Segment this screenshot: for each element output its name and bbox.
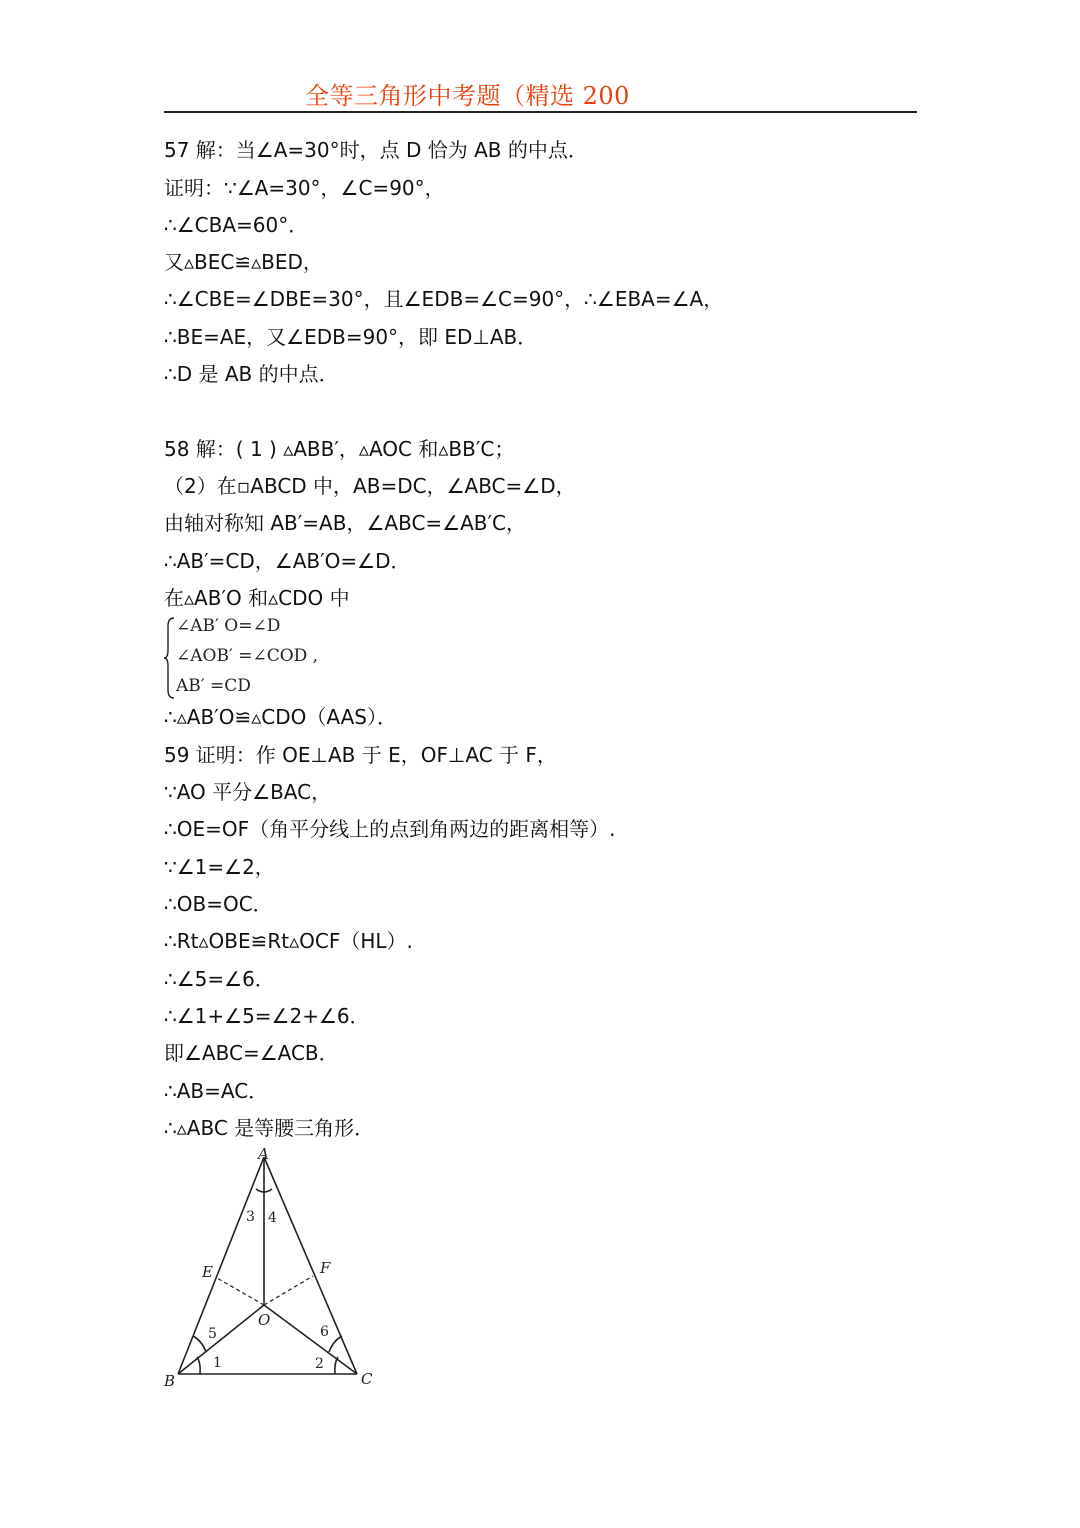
- angle-label-4: 4: [268, 1210, 277, 1226]
- text-line: ∴∠CBA=60°．: [164, 213, 309, 237]
- perpendicular-oe: [217, 1278, 264, 1305]
- angle-arc-6: [329, 1336, 342, 1352]
- text-line: ∴∠CBE=∠DBE=30°，且∠EDB=∠C=90°，∴∠EBA=∠A，: [164, 287, 724, 311]
- text-line: ∴BE=AE，又∠EDB=90°，即 ED⊥AB．: [164, 325, 538, 349]
- text-line: ∴∠1+∠5=∠2+∠6．: [164, 1004, 370, 1028]
- equation-line: ∠AB′ O=∠D: [176, 616, 281, 636]
- text-line: 59 证明：作 OE⊥AB 于 E，OF⊥AC 于 F，: [164, 743, 557, 767]
- page-header-title: 全等三角形中考题（精选 200: [305, 82, 630, 110]
- text-line: 由轴对称知 AB′=AB，∠ABC=∠AB′C，: [164, 511, 527, 535]
- text-line: ∴OE=OF（角平分线上的点到角两边的距离相等）.: [164, 817, 616, 841]
- text-line: 证明：∵∠A=30°，∠C=90°，: [164, 176, 445, 200]
- label-o: O: [258, 1311, 271, 1329]
- label-c: C: [361, 1370, 373, 1388]
- brace-symbol: [164, 616, 176, 700]
- label-b: B: [164, 1372, 176, 1390]
- text-line: 58 解：( 1 ) ▵ABB′，▵AOC 和▵BB′C；: [164, 437, 515, 461]
- text-line: 又▵BEC≌▵BED，: [164, 250, 323, 274]
- text-line: ∴AB′=CD，∠AB′O=∠D．: [164, 549, 411, 573]
- text-line: ∴▵ABC 是等腰三角形．: [164, 1116, 375, 1140]
- angle-label-1: 1: [213, 1355, 222, 1371]
- angle-label-3: 3: [246, 1209, 255, 1225]
- text-line: ∴Rt▵OBE≌Rt▵OCF（HL）.: [164, 929, 413, 953]
- angle-label-6: 6: [320, 1324, 329, 1340]
- angle-label-2: 2: [315, 1356, 324, 1372]
- perpendicular-of: [264, 1276, 313, 1305]
- text-line: 57 解：当∠A=30°时，点 D 恰为 AB 的中点．: [164, 138, 588, 162]
- text-line: ∴D 是 AB 的中点．: [164, 362, 339, 386]
- text-line: （2）在▫ABCD 中，AB=DC，∠ABC=∠D，: [164, 474, 576, 498]
- equation-line: AB′ =CD: [176, 676, 251, 696]
- text-line: ∵∠1=∠2，: [164, 855, 275, 879]
- angle-arc-1: [197, 1357, 200, 1374]
- header-divider: [164, 111, 917, 113]
- text-line: ∴▵AB′O≌▵CDO（AAS）．: [164, 705, 397, 729]
- label-a: A: [258, 1145, 269, 1163]
- side-ab: [178, 1157, 264, 1374]
- side-ac: [264, 1157, 357, 1374]
- text-line: 即∠ABC=∠ACB．: [164, 1041, 339, 1065]
- text-line: 在▵AB′O 和▵CDO 中: [164, 586, 350, 610]
- text-line: ∴∠5=∠6．: [164, 967, 275, 991]
- equation-system: [164, 616, 364, 704]
- text-line: ∴OB=OC．: [164, 892, 273, 916]
- triangle-figure: [158, 1142, 388, 1392]
- label-e: E: [202, 1263, 213, 1281]
- equation-line: ∠AOB′ =∠COD ,: [176, 646, 319, 666]
- label-f: F: [320, 1259, 331, 1277]
- angle-label-5: 5: [208, 1326, 217, 1342]
- angle-arc-5: [193, 1336, 206, 1352]
- text-line: ∴AB=AC．: [164, 1079, 269, 1103]
- text-line: ∵AO 平分∠BAC，: [164, 780, 332, 804]
